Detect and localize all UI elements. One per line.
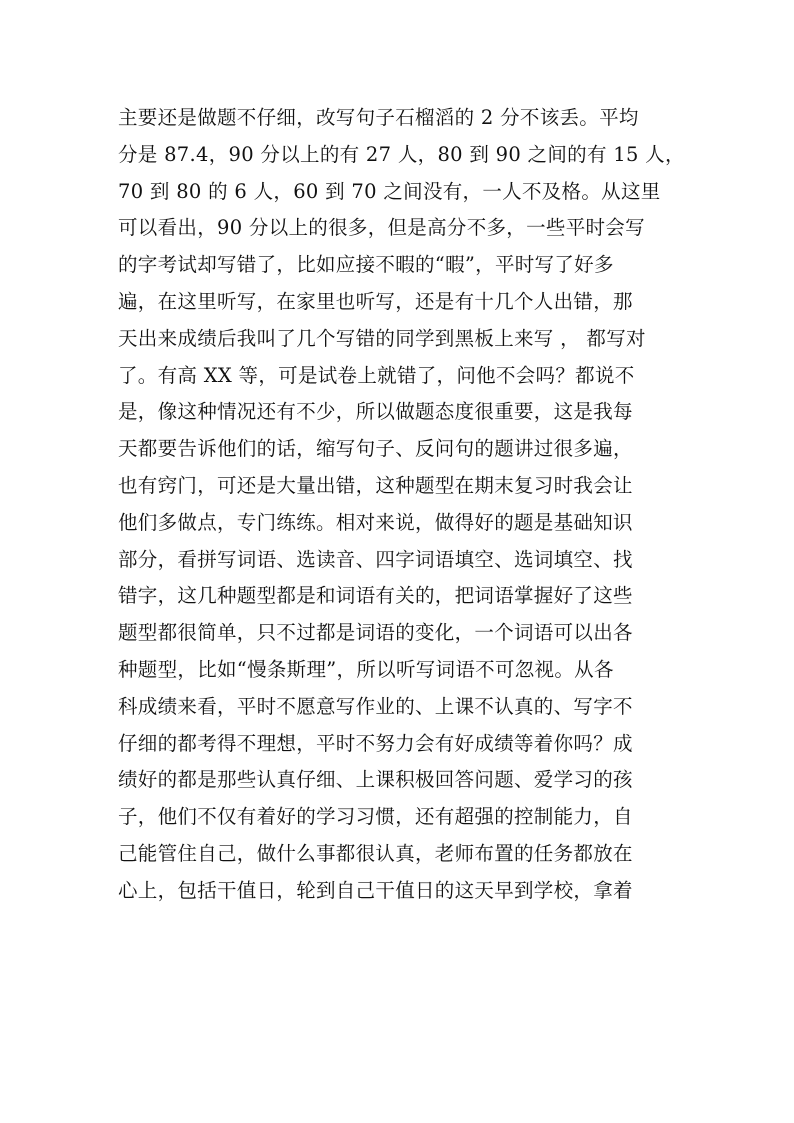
text-line: 了。有高 XX 等，可是试卷上就错了，问他不会吗？都说不 <box>118 363 635 387</box>
text-line: 己能管住自己，做什么事都很认真，老师布置的任务都放在 <box>118 841 633 865</box>
text-line: 天出来成绩后我叫了几个写错的同学到黑板上来写 ， 都写对 <box>118 326 646 350</box>
text-line: 部分，看拼写词语、选读音、四字词语填空、选词填空、找 <box>118 547 633 571</box>
text-line: 题型都很简单，只不过都是词语的变化，一个词语可以出各 <box>118 621 633 645</box>
text-line: 错字，这几种题型都是和词语有关的，把词语掌握好了这些 <box>118 584 633 608</box>
body-text <box>118 100 685 910</box>
text-line: 也有窍门，可还是大量出错，这种题型在期末复习时我会让 <box>118 473 633 497</box>
text-line: 分是 87.4，90 分以上的有 27 人，80 到 90 之间的有 15 人， <box>118 142 685 166</box>
text-line: 遍，在这里听写，在家里也听写，还是有十几个人出错，那 <box>118 289 633 313</box>
text-line: 仔细的都考得不理想，平时不努力会有好成绩等着你吗？成 <box>118 731 633 755</box>
text-line: 科成绩来看，平时不愿意写作业的、上课不认真的、写字不 <box>118 694 633 718</box>
text-line: 天都要告诉他们的话，缩写句子、反问句的题讲过很多遍， <box>118 437 633 461</box>
text-line: 主要还是做题不仔细，改写句子石榴滔的 2 分不该丢。平均 <box>118 106 639 129</box>
text-line: 种题型，比如“慢条斯理”，所以听写词语不可忽视。从各 <box>118 657 614 681</box>
text-line: 他们多做点，专门练练。相对来说，做得好的题是基础知识 <box>118 510 633 534</box>
text-line: 心上，包括干值日，轮到自己干值日的这天早到学校，拿着 <box>118 878 633 902</box>
text-line: 是，像这种情况还有不少，所以做题态度很重要，这是我每 <box>118 400 633 424</box>
text-line: 可以看出，90 分以上的很多，但是高分不多，一些平时会写 <box>118 216 645 240</box>
text-line: 绩好的都是那些认真仔细、上课积极回答问题、爱学习的孩 <box>118 768 633 792</box>
text-line: 的字考试却写错了，比如应接不暇的“暇”，平时写了好多 <box>118 253 614 277</box>
text-line: 70 到 80 的 6 人，60 到 70 之间没有，一人不及格。从这里 <box>118 179 661 203</box>
text-line: 子，他们不仅有着好的学习习惯，还有超强的控制能力，自 <box>118 805 633 829</box>
